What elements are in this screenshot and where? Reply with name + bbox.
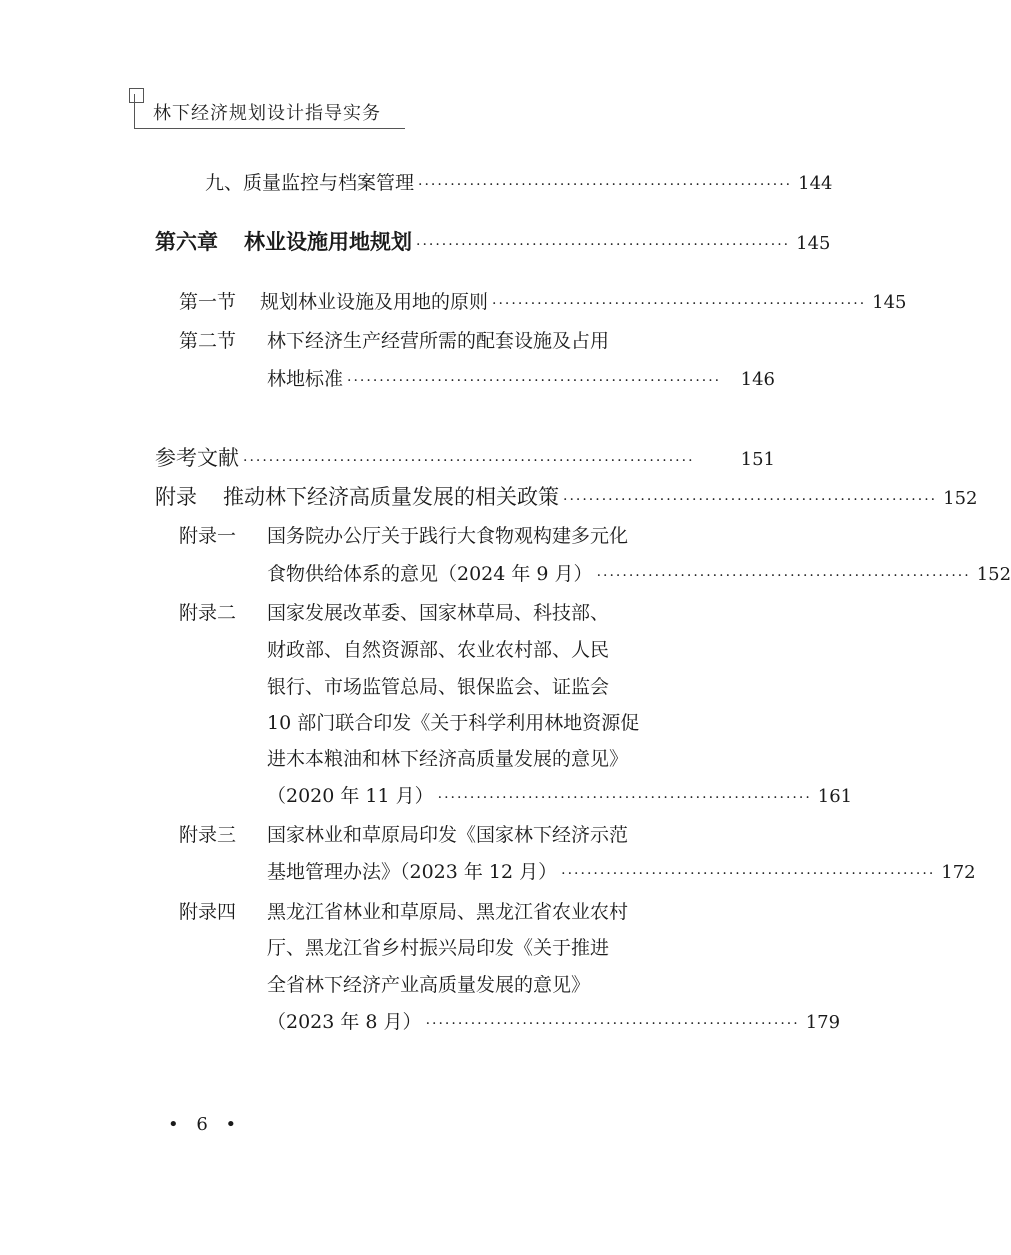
toc-entry-section1[interactable] [179,287,907,314]
leader-dots: ······································································ [243,453,695,469]
section-prefix: 第一节 [179,291,237,313]
chapter-title: 林业设施用地规划 [244,230,412,254]
appendix2-line4[interactable]: 10 部门联合印发《关于科学利用林地资源促 [267,712,640,734]
leader-dots: ·························································· [425,1016,800,1032]
section-prefix: 第二节 [179,330,237,352]
page-number: 146 [740,369,775,390]
appendix4-prefix: 附录四 [179,901,237,923]
leader-dots: ·························································· [492,296,867,312]
page-number: 161 [817,786,853,807]
toc-entry-chapter6[interactable] [155,226,831,256]
page-number: 145 [796,233,831,254]
page-number: 144 [798,173,833,194]
appendix2-line5[interactable]: 进木本粮油和林下经济高质量发展的意见》 [267,748,629,770]
running-head: 林下经济规划设计指导实务 [153,103,381,124]
toc-entry-appendix2[interactable] [267,781,853,808]
toc-entry-references[interactable] [155,442,775,472]
toc-entry-appendix1[interactable] [267,559,1011,586]
page-number: 151 [740,449,775,470]
appendix2-line1[interactable]: 国家发展改革委、国家林草局、科技部、 [267,602,610,624]
appendix4-line2[interactable]: 厅、黑龙江省乡村振兴局印发《关于推进 [267,937,610,959]
page-number: 179 [805,1012,841,1033]
appendix4-line1[interactable]: 黑龙江省林业和草原局、黑龙江省农业农村 [267,901,629,923]
chapter-prefix: 第六章 [155,230,218,254]
references-label: 参考文献 [155,446,239,470]
section-title-line2: 林地标准 [267,368,344,390]
appendix2-line6: （2020 年 11 月） [267,785,434,807]
page-number: 152 [976,564,1011,585]
leader-dots: ·························································· [437,790,812,806]
leader-dots: ·························································· [563,492,938,508]
leader-dots: ·························································· [596,568,971,584]
page-folio: • 6 • [168,1114,243,1135]
leader-dots: ·························································· [416,237,791,253]
appendix3-line2: 基地管理办法》（2023 年 12 月） [267,861,558,883]
appendix-title: 推动林下经济高质量发展的相关政策 [223,485,559,509]
page-number: 172 [941,862,976,883]
toc-entry-label: 九、质量监控与档案管理 [205,172,415,194]
toc-entry-appendix4[interactable] [267,1007,841,1034]
toc-entry-section2[interactable] [267,364,775,391]
appendix3-line1[interactable]: 国家林业和草原局印发《国家林下经济示范 [267,824,629,846]
leader-dots: ·························································· [347,373,722,389]
appendix2-line2[interactable]: 财政部、自然资源部、农业农村部、人民 [267,639,610,661]
appendix-prefix: 附录 [155,485,197,509]
appendix1-line1[interactable]: 国务院办公厅关于践行大食物观构建多元化 [267,525,629,547]
appendix1-line2: 食物供给体系的意见（2024 年 9 月） [267,563,593,585]
section-title: 规划林业设施及用地的原则 [260,291,489,313]
appendix4-line3[interactable]: 全省林下经济产业高质量发展的意见》 [267,974,591,996]
leader-dots: ·························································· [561,866,936,882]
toc-entry-appendix[interactable] [155,481,978,511]
appendix4-line4: （2023 年 8 月） [267,1011,422,1033]
appendix1-prefix: 附录一 [179,525,237,547]
page-number: 152 [943,488,978,509]
page-number: 145 [872,292,907,313]
appendix3-prefix: 附录三 [179,824,237,846]
appendix2-prefix: 附录二 [179,602,237,624]
toc-entry-appendix3[interactable] [267,857,976,884]
toc-entry-sec9[interactable] [205,168,833,195]
leader-dots: ·························································· [418,177,793,193]
appendix2-line3[interactable]: 银行、市场监管总局、银保监会、证监会 [267,676,610,698]
section-title-line1[interactable]: 林下经济生产经营所需的配套设施及占用 [267,330,610,352]
